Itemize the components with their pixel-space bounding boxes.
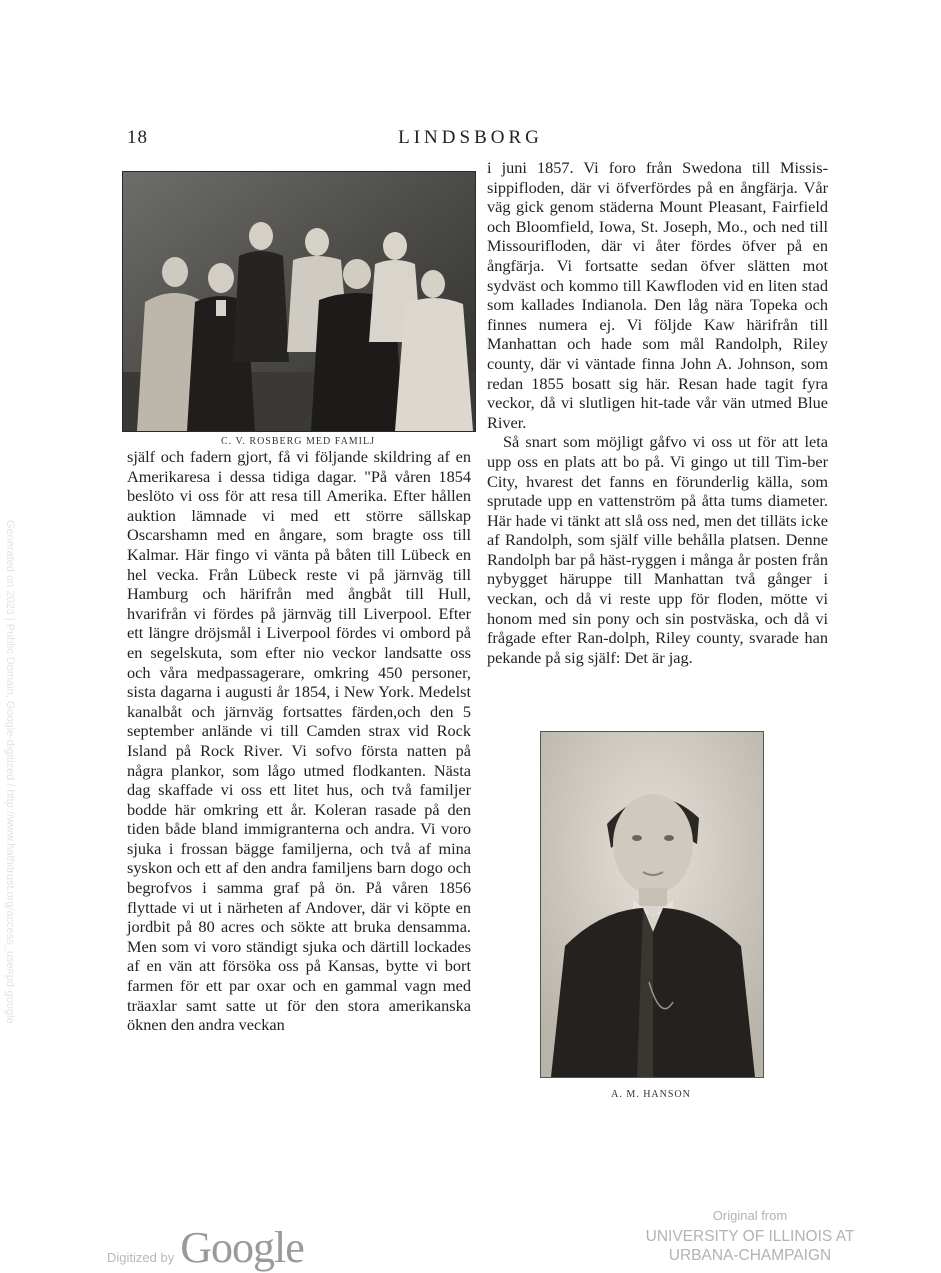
right-paragraph-1: i juni 1857. Vi foro från Swedona till Missis-sippifloden, där vi öfverfördes på en ångfärja. Vår väg gick genom städerna Mount Pleasant, Fairfield och Bloomfield, Iowa, St. Joseph, Mo., och ned till Missourifloden, där vi åter fördes öfver på en ångfärja. Vi fortsatte sedan öfver slätten mot sydväst och kommo till Kawfloden vid en liten stad som kallades Indianola. Den låg nära Topeka och finnes numera ej. Vi följde Kaw härifrån till Manhattan och hade som mål Randolph, Riley county, där vi väntade finna John A. Johnson, som redan 1855 bosatt sig här. Resan hade tagit fyra veckor, då vi slutligen hit-tade vår vän utmed Blue River. bbox=[487, 158, 828, 432]
portrait-photograph bbox=[540, 731, 764, 1078]
original-from-label: Original from bbox=[712, 1208, 788, 1223]
page-number: 18 bbox=[127, 127, 148, 148]
right-text-column bbox=[487, 158, 828, 667]
side-watermark bbox=[2, 520, 16, 1260]
institution-line-1: UNIVERSITY OF ILLINOIS AT bbox=[645, 1228, 855, 1245]
google-logo: Google bbox=[180, 1223, 304, 1272]
portrait-caption: A. M. HANSON bbox=[611, 1089, 691, 1100]
side-watermark-text: Generated on 2023 | Public Domain, Google-digitized / http://www.hathitrust.org/access_use#pd-google bbox=[4, 520, 16, 1024]
left-paragraph: själf och fadern gjort, få vi följande skildring af en Amerikaresa i dessa tidiga dagar. "På våren 1854 beslöto vi oss för att resa till Amerika. Efter hållen auktion lämnade vi med ett större sällskap Oscarshamn med en ångare, som bragte oss till Kalmar. Här fingo vi vänta på båten till Lübeck en hel vecka. Från Lübeck reste vi på järnväg till Hamburg och härifrån med ångbåt till Hull, hvarifrån vi fördes på järnväg till Liverpool. Efter ett längre dröjsmål i Liverpool fördes vi ombord på en segelskuta, som efter nio veckor landsatte oss och våra medpassagerare, omkring 450 personer, sista dagarna i augusti år 1854, i New York. Medelst kanalbåt och järnväg fortsattes färden,och den 5 september anlände vi till Camden strax vid Rock Island på Rock River. Vi sofvo första natten på några plankor, som lågo utmed flodkanten. Nästa dag skaffade vi oss ett litet hus, och två familjer bodde här omkring ett år. Koleran rasade på den tiden både bland immigranterna och andra. Vi voro sjuka i frossan bägge familjerna, och två af mina syskon och ett af den andra familjens barn dogo och begrofvos i samma graf på ön. På våren 1856 flyttade vi ut i närheten af Andover, där vi köpte en jordbit på 80 acres och sökte att bruka densamma. Men som vi voro ständigt sjuka och därtill lockades af en vän att försöka oss på Kansas, bytte vi bort farmen för ett par oxar och en gammal vagn med träaxlar samt satte ut för den stora amerikanska öknen den andra veckan bbox=[127, 447, 471, 1035]
family-photo-caption: C. V. ROSBERG MED FAMILJ bbox=[220, 436, 376, 447]
left-text-column bbox=[127, 447, 471, 1035]
original-from-watermark bbox=[600, 1208, 900, 1265]
institution-line-2: URBANA-CHAMPAIGN bbox=[668, 1247, 832, 1264]
digitized-by-google-watermark bbox=[107, 1222, 304, 1273]
right-paragraph-2: Så snart som möjligt gåfvo vi oss ut för att leta upp oss en plats att bo på. Vi gingo ut till Tim-ber City, hvarest det fanns en förunderlig källa, som sprutade upp en vattenström på åtta tums diameter. Här hade vi tänkt att slå oss ned, men det tilläts icke af Randolph, som själf ville behålla platsen. Denne Randolph bar på häst-ryggen i många år posten från nybygget häruppe till Manhattan två gånger i veckan, och då vi reste upp för floden, mötte vi honom med sin pony och sin postväska, och då vi frågade efter Ran-dolph, Riley county, svarade han pekande på sig själf: Det är jag. bbox=[487, 432, 828, 667]
digitized-by-label: Digitized by bbox=[107, 1250, 175, 1265]
family-photograph bbox=[122, 171, 476, 432]
running-title: LINDSBORG bbox=[398, 127, 543, 148]
